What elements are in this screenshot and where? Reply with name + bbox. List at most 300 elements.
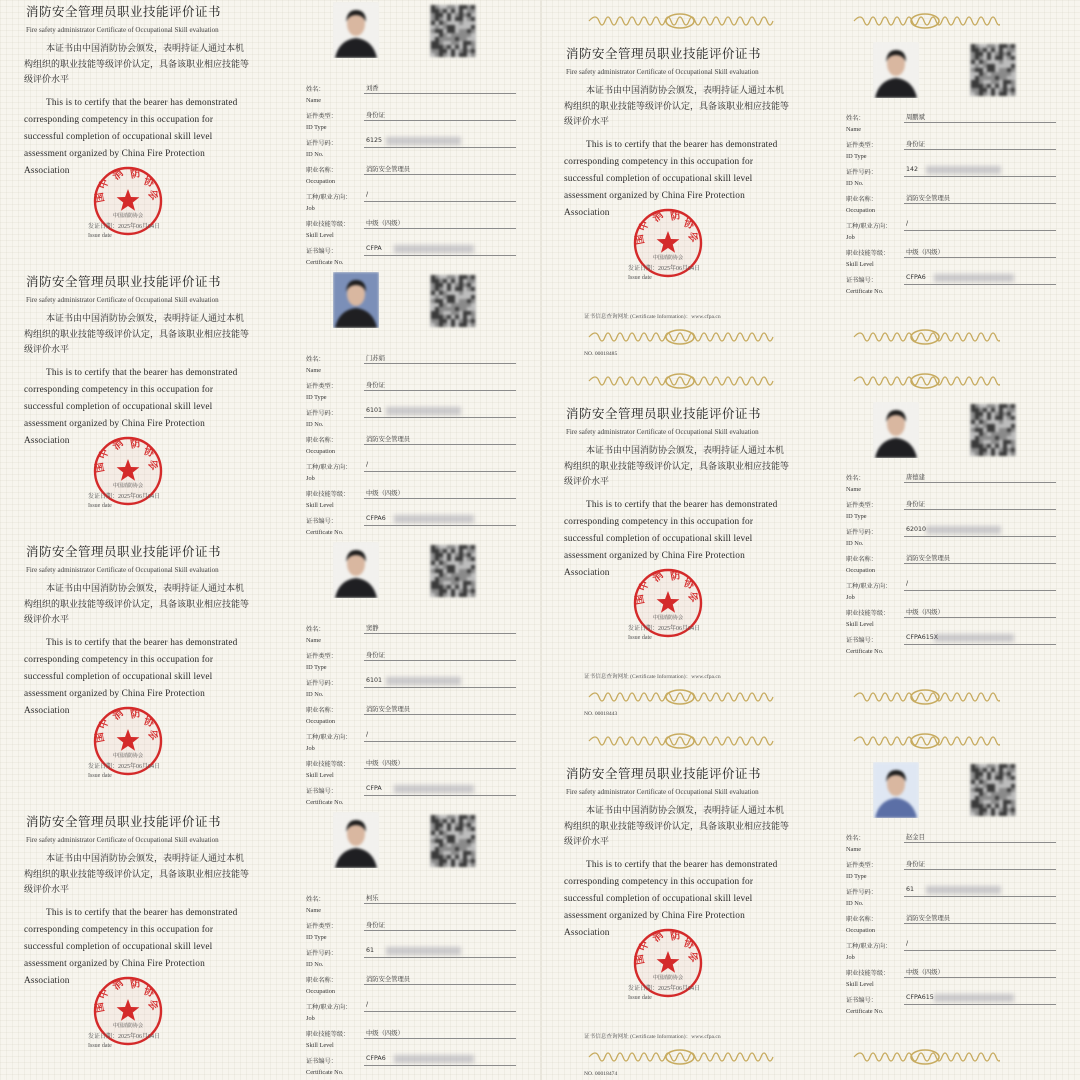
qr-module [455, 315, 459, 319]
qr-module [471, 545, 475, 549]
qr-module [979, 408, 983, 412]
qr-module [995, 72, 999, 76]
holder-photo [333, 272, 379, 328]
qr-module [431, 589, 435, 593]
qr-module [455, 17, 459, 21]
qr-module [463, 815, 467, 819]
qr-module [447, 275, 451, 279]
qr-module [979, 412, 983, 416]
field-label-en: Name [306, 906, 322, 914]
field-value: 身份证 [366, 652, 385, 659]
qr-module [991, 808, 995, 812]
qr-module [443, 319, 447, 323]
qr-module [991, 788, 995, 792]
certificate-subtitle: Fire safety administrator Certificate of Occupational Skill evaluation [26, 836, 219, 844]
field-label: 职业名称： [846, 916, 877, 923]
qr-module [447, 585, 451, 589]
field-label: 证书编号： [846, 637, 877, 644]
field-value: 身份证 [366, 112, 385, 119]
qr-module [975, 412, 979, 416]
qr-module [979, 780, 983, 784]
ornament-graphic [585, 10, 775, 32]
field-label: 证件号码： [846, 889, 877, 896]
qr-module [991, 404, 995, 408]
qr-module [999, 416, 1003, 420]
field-label-en: Name [846, 485, 862, 493]
seal-arc-char: 国 [634, 593, 647, 606]
field-underline [364, 525, 516, 526]
qr-module [987, 412, 991, 416]
field-label: 证件类型： [306, 923, 337, 930]
field-label-en: Occupation [846, 206, 876, 214]
qr-module [439, 561, 443, 565]
qr-module [463, 315, 467, 319]
ornament-center [911, 1050, 939, 1064]
qr-module [1003, 88, 1007, 92]
ornament-center [666, 330, 694, 344]
qr-module [1007, 764, 1011, 768]
qr-module [431, 299, 435, 303]
field-value: 消防安全管理员 [366, 706, 411, 713]
qr-module [975, 408, 979, 412]
seal-arc-char: 会 [145, 187, 161, 203]
statement-en-text: This is to certify that the bearer has demonstrated corresponding competency in this occupation for successful completion of occupational skill level assessment organized by China Fire Protection Association [24, 368, 238, 447]
qr-module [975, 776, 979, 780]
qr-module [455, 557, 459, 561]
qr-module [451, 5, 455, 9]
ornament-scroll [854, 693, 1000, 701]
qr-module [995, 56, 999, 60]
qr-module [431, 275, 435, 279]
qr-module [431, 291, 435, 295]
qr-module [1007, 772, 1011, 776]
issue-date-value: 2025年06月04日 [118, 764, 161, 770]
statement-en-text: This is to certify that the bearer has demonstrated corresponding competency in this occupation for successful completion of occupational skill level assessment organized by China Fire Protection Association [24, 98, 238, 177]
seal-arc-char: 消 [111, 977, 126, 993]
seal-org-name: 中国消防协会 [652, 615, 684, 621]
field-value: 身份证 [366, 382, 385, 389]
qr-module [471, 863, 475, 867]
holder-photo [873, 402, 919, 458]
qr-module [999, 792, 1003, 796]
qr-module [1003, 76, 1007, 80]
field-underline [904, 644, 1056, 645]
seal-arc-char: 中 [637, 939, 652, 953]
qr-module [971, 88, 975, 92]
qr-module [435, 585, 439, 589]
qr-module [1003, 812, 1007, 816]
qr-module [443, 53, 447, 57]
qr-module [455, 41, 459, 45]
qr-module [451, 545, 455, 549]
field-label: 工种/职业方向： [306, 464, 352, 471]
field-underline [364, 363, 516, 364]
qr-module [439, 29, 443, 33]
field-row [306, 191, 516, 205]
ornament-scroll [589, 333, 773, 341]
seal-org-name: 中国消防协会 [652, 255, 684, 261]
qr-module [459, 303, 463, 307]
qr-module [991, 792, 995, 796]
qr-module [999, 56, 1003, 60]
qr-module [971, 808, 975, 812]
qr-module [439, 45, 443, 49]
qr-module [435, 17, 439, 21]
field-underline [904, 923, 1056, 924]
field-label: 证件类型： [306, 383, 337, 390]
field-underline [904, 536, 1056, 537]
field-row [306, 785, 516, 799]
qr-module [471, 5, 475, 9]
qr-pattern [970, 764, 1016, 816]
qr-module [995, 804, 999, 808]
statement-cn [24, 42, 249, 89]
field-value: 赵金目 [906, 834, 925, 841]
field-label-en: Certificate No. [306, 258, 344, 266]
qr-module [459, 831, 463, 835]
qr-module [1003, 440, 1007, 444]
issue-date [628, 983, 700, 992]
qr-module [439, 819, 443, 823]
qr-module [435, 25, 439, 29]
qr-module [459, 49, 463, 53]
field-underline [904, 176, 1056, 177]
certificate-card [0, 540, 530, 810]
qr-module [471, 17, 475, 21]
qr-module [459, 561, 463, 565]
ornament-graphic [585, 730, 775, 752]
qr-module [463, 29, 467, 33]
field-label: 证书编号： [846, 997, 877, 1004]
qr-module [467, 283, 471, 287]
field-label-en: Certificate No. [306, 1068, 344, 1076]
gold-ornament [585, 10, 775, 32]
certificate-subtitle: Fire safety administrator Certificate of Occupational Skill evaluation [26, 296, 219, 304]
qr-module [431, 311, 435, 315]
qr-module [999, 72, 1003, 76]
qr-module [983, 432, 987, 436]
qr-module [463, 299, 467, 303]
qr-module [999, 780, 1003, 784]
field-row [846, 553, 1056, 567]
qr-module [451, 851, 455, 855]
redacted-value [934, 274, 1014, 282]
qr-module [455, 37, 459, 41]
qr-module [467, 859, 471, 863]
qr-module [471, 851, 475, 855]
qr-module [443, 25, 447, 29]
qr-module [455, 311, 459, 315]
qr-module [1007, 808, 1011, 812]
qr-module [443, 279, 447, 283]
field-value: 中级（四级） [906, 969, 944, 976]
qr-module [431, 557, 435, 561]
field-row [846, 139, 1056, 153]
field-label-en: ID Type [306, 933, 327, 941]
qr-module [979, 84, 983, 88]
qr-module [467, 851, 471, 855]
qr-module [999, 88, 1003, 92]
qr-module [447, 823, 451, 827]
redacted-value [934, 994, 1014, 1002]
qr-module [443, 585, 447, 589]
field-underline [904, 149, 1056, 150]
qr-module [471, 319, 475, 323]
seal-arc-char: 防 [129, 438, 142, 451]
qr-module [435, 275, 439, 279]
field-value: 142 [906, 166, 919, 173]
ornament-graphic [585, 370, 775, 392]
qr-module [987, 444, 991, 448]
qr-module [439, 593, 443, 597]
seal-arc-char: 国 [94, 731, 107, 744]
qr-module [975, 52, 979, 56]
qr-module [999, 812, 1003, 816]
holder-fields [846, 472, 1056, 661]
qr-module [987, 64, 991, 68]
qr-module [991, 428, 995, 432]
field-label-en: ID No. [306, 150, 324, 158]
seal-arc-char: 中 [97, 987, 112, 1001]
qr-module [467, 827, 471, 831]
qr-module [435, 283, 439, 287]
qr-module [451, 311, 455, 315]
qr-module [443, 21, 447, 25]
qr-module [971, 804, 975, 808]
qr-module [1003, 404, 1007, 408]
qr-module [435, 315, 439, 319]
field-label-en: Job [846, 953, 855, 961]
qr-module [435, 827, 439, 831]
qr-module [435, 553, 439, 557]
qr-module [443, 843, 447, 847]
qr-module [975, 448, 979, 452]
field-row [846, 886, 1056, 900]
field-value: 柯乐 [366, 895, 379, 902]
field-label-en: ID Type [846, 872, 867, 880]
seal-arc-char: 国 [94, 461, 107, 474]
field-value: 消防安全管理员 [366, 976, 411, 983]
qr-module [987, 404, 991, 408]
qr-module [975, 56, 979, 60]
qr-module [987, 76, 991, 80]
field-underline [364, 120, 516, 121]
field-label: 职业名称： [306, 977, 337, 984]
qr-module [435, 589, 439, 593]
seal-arc-char: 消 [651, 209, 666, 225]
qr-module [995, 444, 999, 448]
qr-module [435, 581, 439, 585]
qr-code [430, 5, 476, 57]
field-underline [904, 563, 1056, 564]
ornament-center [666, 734, 694, 748]
field-value: 周鹏斌 [906, 114, 925, 121]
qr-module [987, 764, 991, 768]
qr-module [1011, 764, 1015, 768]
qr-module [983, 796, 987, 800]
field-label: 证书编号： [306, 518, 337, 525]
qr-module [1011, 800, 1015, 804]
qr-module [999, 92, 1003, 96]
qr-module [459, 275, 463, 279]
qr-module [471, 557, 475, 561]
field-label-en: Certificate No. [846, 647, 884, 655]
qr-module [987, 796, 991, 800]
qr-module [435, 323, 439, 327]
qr-module [991, 44, 995, 48]
field-row [846, 499, 1056, 513]
field-underline [364, 201, 516, 202]
qr-module [435, 37, 439, 41]
field-label-en: Certificate No. [846, 287, 884, 295]
qr-module [431, 581, 435, 585]
qr-module [1003, 772, 1007, 776]
qr-module [991, 764, 995, 768]
qr-module [463, 847, 467, 851]
issue-date [88, 221, 160, 230]
qr-module [459, 589, 463, 593]
qr-module [443, 315, 447, 319]
qr-module [979, 68, 983, 72]
qr-module [435, 287, 439, 291]
qr-module [979, 428, 983, 432]
qr-module [443, 549, 447, 553]
qr-module [983, 60, 987, 64]
qr-module [991, 440, 995, 444]
qr-module [459, 33, 463, 37]
qr-module [447, 827, 451, 831]
qr-module [463, 593, 467, 597]
qr-module [443, 33, 447, 37]
qr-module [979, 432, 983, 436]
qr-module [435, 295, 439, 299]
qr-module [459, 323, 463, 327]
qr-module [467, 311, 471, 315]
issue-date [628, 263, 700, 272]
field-value: / [906, 220, 909, 227]
qr-module [443, 835, 447, 839]
qr-module [463, 323, 467, 327]
qr-module [971, 764, 975, 768]
qr-module [463, 863, 467, 867]
seal-arc-char: 国 [94, 1001, 107, 1014]
issue-date-label: 发证日期： [88, 494, 119, 500]
field-underline [364, 93, 516, 94]
qr-module [1011, 776, 1015, 780]
certificate-subtitle: Fire safety administrator Certificate of Occupational Skill evaluation [566, 788, 759, 796]
qr-module [471, 29, 475, 33]
qr-module [987, 428, 991, 432]
qr-module [471, 819, 475, 823]
qr-module [971, 444, 975, 448]
qr-module [971, 408, 975, 412]
qr-module [431, 545, 435, 549]
field-underline [364, 660, 516, 661]
qr-module [995, 412, 999, 416]
statement-cn [24, 582, 249, 629]
gold-ornament [585, 326, 775, 348]
qr-module [1003, 764, 1007, 768]
qr-module [1007, 72, 1011, 76]
field-underline [904, 509, 1056, 510]
qr-pattern [970, 44, 1016, 96]
qr-module [439, 859, 443, 863]
field-row [306, 677, 516, 691]
qr-module [1003, 436, 1007, 440]
field-row [306, 920, 516, 934]
ornament-graphic [850, 326, 1000, 348]
field-value: 62010 [906, 526, 927, 533]
qr-module [1003, 448, 1007, 452]
field-label: 证件号码： [846, 529, 877, 536]
qr-module [1007, 440, 1011, 444]
ornament-scroll [854, 377, 1000, 385]
field-label-en: Skill Level [306, 231, 334, 239]
qr-module [971, 416, 975, 420]
qr-module [979, 792, 983, 796]
qr-module [1011, 408, 1015, 412]
ornament-graphic [585, 326, 775, 348]
field-row [846, 166, 1056, 180]
qr-module [439, 573, 443, 577]
portrait-graphic [873, 402, 919, 458]
redacted-value [926, 886, 1001, 894]
qr-module [1003, 72, 1007, 76]
ornament-scroll [854, 737, 1000, 745]
seal-arc-char: 中 [97, 717, 112, 731]
qr-module [991, 68, 995, 72]
seal-arc-char: 中 [637, 579, 652, 593]
issue-date-value: 2025年06月04日 [658, 266, 701, 272]
qr-module [999, 788, 1003, 792]
ornament-graphic [585, 686, 775, 708]
qr-module [459, 291, 463, 295]
field-label-en: Occupation [306, 447, 336, 455]
statement-cn-text: 本证书由中国消防协会颁发，表明持证人通过本机构组织的职业技能等级评价认定，具备该职业相应技能等级评价水平 [24, 314, 250, 355]
issue-date-value: 2025年06月04日 [118, 1034, 161, 1040]
statement-en-text: This is to certify that the bearer has demonstrated corresponding competency in this occupation for successful completion of occupational skill level assessment organized by China Fire Protection Association [564, 500, 778, 579]
qr-module [471, 859, 475, 863]
qr-module [983, 784, 987, 788]
qr-module [971, 80, 975, 84]
field-value: 中级（四级） [906, 249, 944, 256]
qr-module [443, 295, 447, 299]
field-value: CFPA615 [906, 994, 934, 1001]
qr-module [431, 553, 435, 557]
qr-module [983, 804, 987, 808]
qr-module [467, 279, 471, 283]
qr-module [1007, 432, 1011, 436]
issue-date-value: 2025年06月04日 [658, 626, 701, 632]
qr-module [999, 60, 1003, 64]
qr-module [1011, 416, 1015, 420]
qr-module [463, 553, 467, 557]
qr-module [1011, 808, 1015, 812]
field-label-en: Occupation [846, 926, 876, 934]
field-label: 职业名称： [306, 167, 337, 174]
field-row [306, 407, 516, 421]
qr-module [467, 319, 471, 323]
qr-module [471, 835, 475, 839]
qr-module [463, 855, 467, 859]
field-value: / [366, 461, 369, 468]
qr-module [435, 49, 439, 53]
qr-module [435, 565, 439, 569]
qr-module [971, 448, 975, 452]
seal-org-name: 中国消防协会 [112, 1023, 144, 1029]
qr-module [447, 545, 451, 549]
qr-module [1011, 68, 1015, 72]
